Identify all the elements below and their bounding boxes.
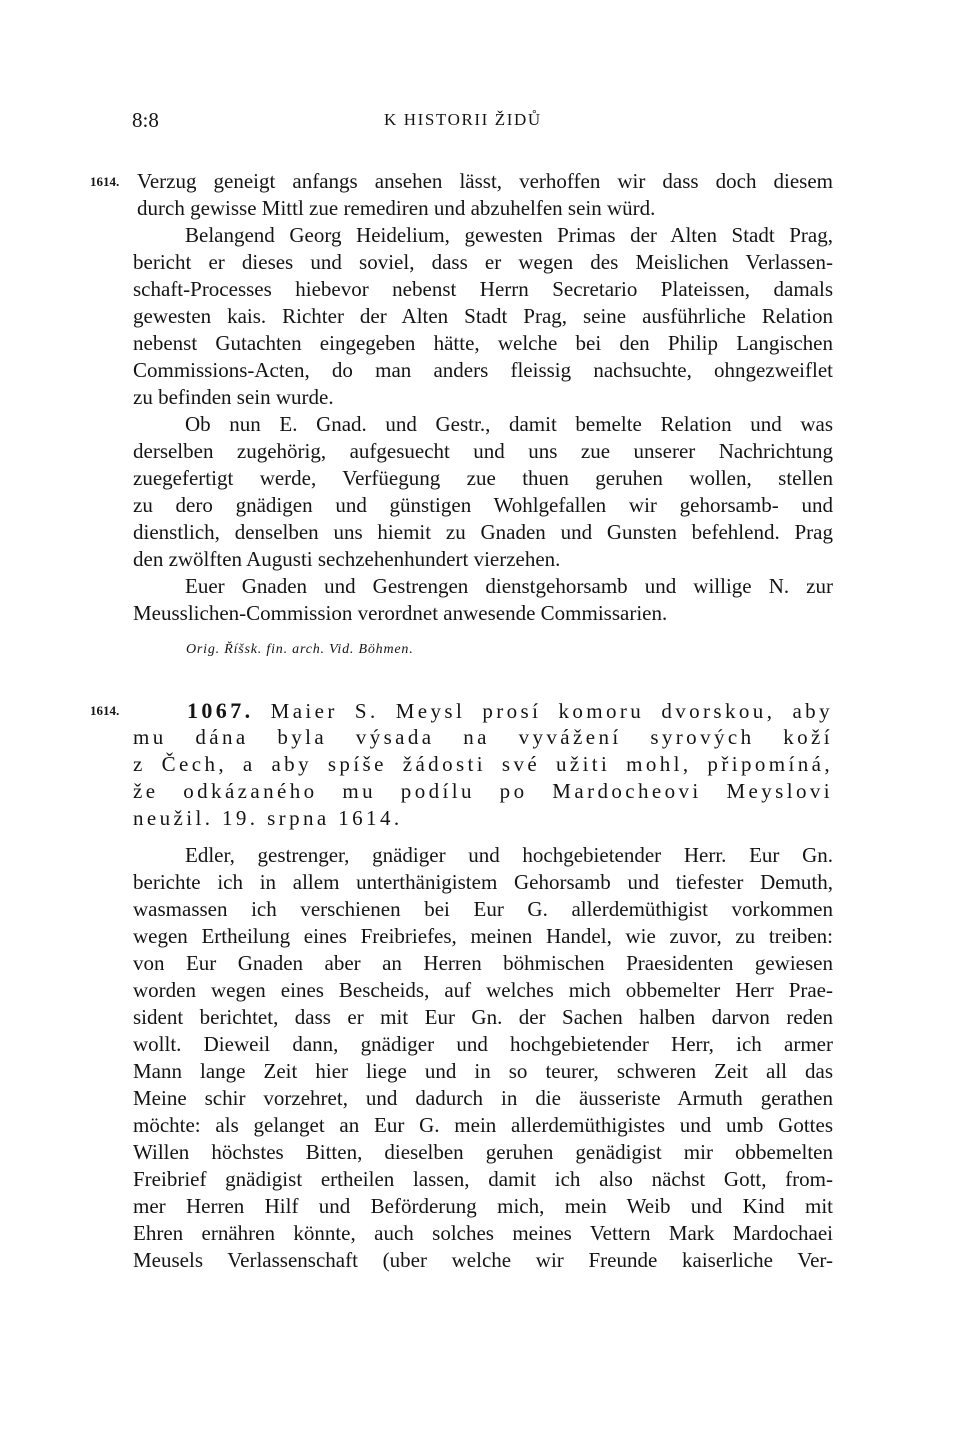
doc1-line: Commissions-Acten, do man anders fleissig nachsuchte, ohngezweiflet [133, 358, 833, 382]
doc2-heading-line [187, 697, 833, 724]
doc1-line: Belangend Georg Heidelium, gewesten Primas der Alten Stadt Prag, [185, 223, 833, 247]
doc1-line: dienstlich, denselben uns hiemit zu Gnaden und Gunsten befehlend. Prag [133, 520, 833, 544]
doc2-body-line: worden wegen eines Bescheids, auf welches mich obbemelter Herr Prae- [133, 978, 833, 1002]
doc1-line: bericht er dieses und soviel, dass er wegen des Meislichen Verlassen- [133, 250, 833, 274]
doc2-body-line: Mann lange Zeit hier liege und in so teurer, schweren Zeit all das [133, 1059, 833, 1083]
margin-year-2: 1614. [90, 703, 120, 718]
doc2-body-line: wollt. Dieweil dann, gnädiger und hochgebietender Herr, ich armer [133, 1032, 833, 1056]
source-citation: Orig. Říšsk. fin. arch. Vid. Böhmen. [186, 642, 414, 657]
doc2-body-line: sident berichtet, dass er mit Eur Gn. der Sachen halben darvon reden [133, 1005, 833, 1029]
doc2-heading-line: mu dána byla výsada na vyvážení syrových koží [133, 725, 833, 749]
doc2-body-line: berichte ich in allem unterthänigistem Gehorsamb und tiefester Demuth, [133, 870, 833, 894]
doc1-line: Verzug geneigt anfangs ansehen lässt, verhoffen wir dass doch diesem [137, 169, 833, 193]
running-title: K HISTORII ŽIDŮ [384, 110, 542, 129]
doc1-line: gewesten kais. Richter der Alten Stadt Prag, seine ausführliche Relation [133, 304, 833, 328]
doc1-line: Ob nun E. Gnad. und Gestr., damit bemelte Relation und was [185, 412, 833, 436]
margin-year-1: 1614. [90, 174, 120, 189]
doc2-body-line: mer Herren Hilf und Beförderung mich, mein Weib und Kind mit [133, 1194, 833, 1218]
doc2-body-line: von Eur Gnaden aber an Herren böhmischen Praesidenten gewiesen [133, 951, 833, 975]
doc1-line: schaft-Processes hiebevor nebenst Herrn Secretario Plateissen, damals [133, 277, 833, 301]
doc2-body-line: Freibrief gnädigist ertheilen lassen, damit ich also nächst Gott, from- [133, 1167, 833, 1191]
doc2-heading-line: že odkázaného mu podílu po Mardocheovi Meyslovi [133, 779, 833, 803]
doc2-body-line: Edler, gestrenger, gnädiger und hochgebietender Herr. Eur Gn. [185, 843, 833, 867]
doc2-heading-text: Maier S. Meysl prosí komoru dvorskou, aby [270, 699, 833, 723]
doc2-heading-line: neužil. 19. srpna 1614. [133, 806, 403, 830]
doc1-line: den zwölften Augusti sechzehenhundert vierzehen. [133, 547, 561, 571]
doc2-body-line: Willen höchstes Bitten, dieselben geruhen genädigist mir obbemelten [133, 1140, 833, 1164]
doc1-line: derselben zugehörig, aufgesuecht und uns zue unserer Nachrichtung [133, 439, 833, 463]
doc2-body-line: wasmassen ich verschienen bei Eur G. allerdemüthigist vorkommen [133, 897, 833, 921]
doc1-line: zuegefertigt werde, Verfüegung zue thuen geruhen wollen, stellen [133, 466, 833, 490]
doc2-body-line: wegen Ertheilung eines Freibriefes, meinen Handel, wie zuvor, zu treiben: [133, 924, 833, 948]
doc2-body-line: Meine schir vorzehret, und dadurch in die äusseriste Armuth gerathen [133, 1086, 833, 1110]
doc1-line: Euer Gnaden und Gestrengen dienstgehorsamb und willige N. zur [185, 574, 833, 598]
doc1-line: Meusslichen-Commission verordnet anwesende Commissarien. [133, 601, 668, 625]
doc2-body-line: Ehren ernähren könnte, auch solches meines Vettern Mark Mardochaei [133, 1221, 833, 1245]
doc1-line: zu dero gnädigen und günstigen Wohlgefallen wir gehorsamb- und [133, 493, 833, 517]
document-number: 1067. [187, 698, 254, 723]
doc2-body-line: möchte: als gelanget an Eur G. mein allerdemüthigistes und umb Gottes [133, 1113, 833, 1137]
page-number: 8:8 [132, 108, 159, 132]
doc1-line: durch gewisse Mittl zue remediren und abzuhelfen sein würd. [137, 196, 656, 220]
doc2-heading-line: z Čech, a aby spíše žádosti své užiti mohl, připomíná, [133, 752, 833, 776]
page-header [0, 108, 960, 138]
doc1-line: nebenst Gutachten eingegeben hätte, welche bei den Philip Langischen [133, 331, 833, 355]
doc1-line: zu befinden sein wurde. [133, 385, 334, 409]
doc2-body-line: Meusels Verlassenschaft (uber welche wir Freunde kaiserliche Ver- [133, 1248, 833, 1272]
